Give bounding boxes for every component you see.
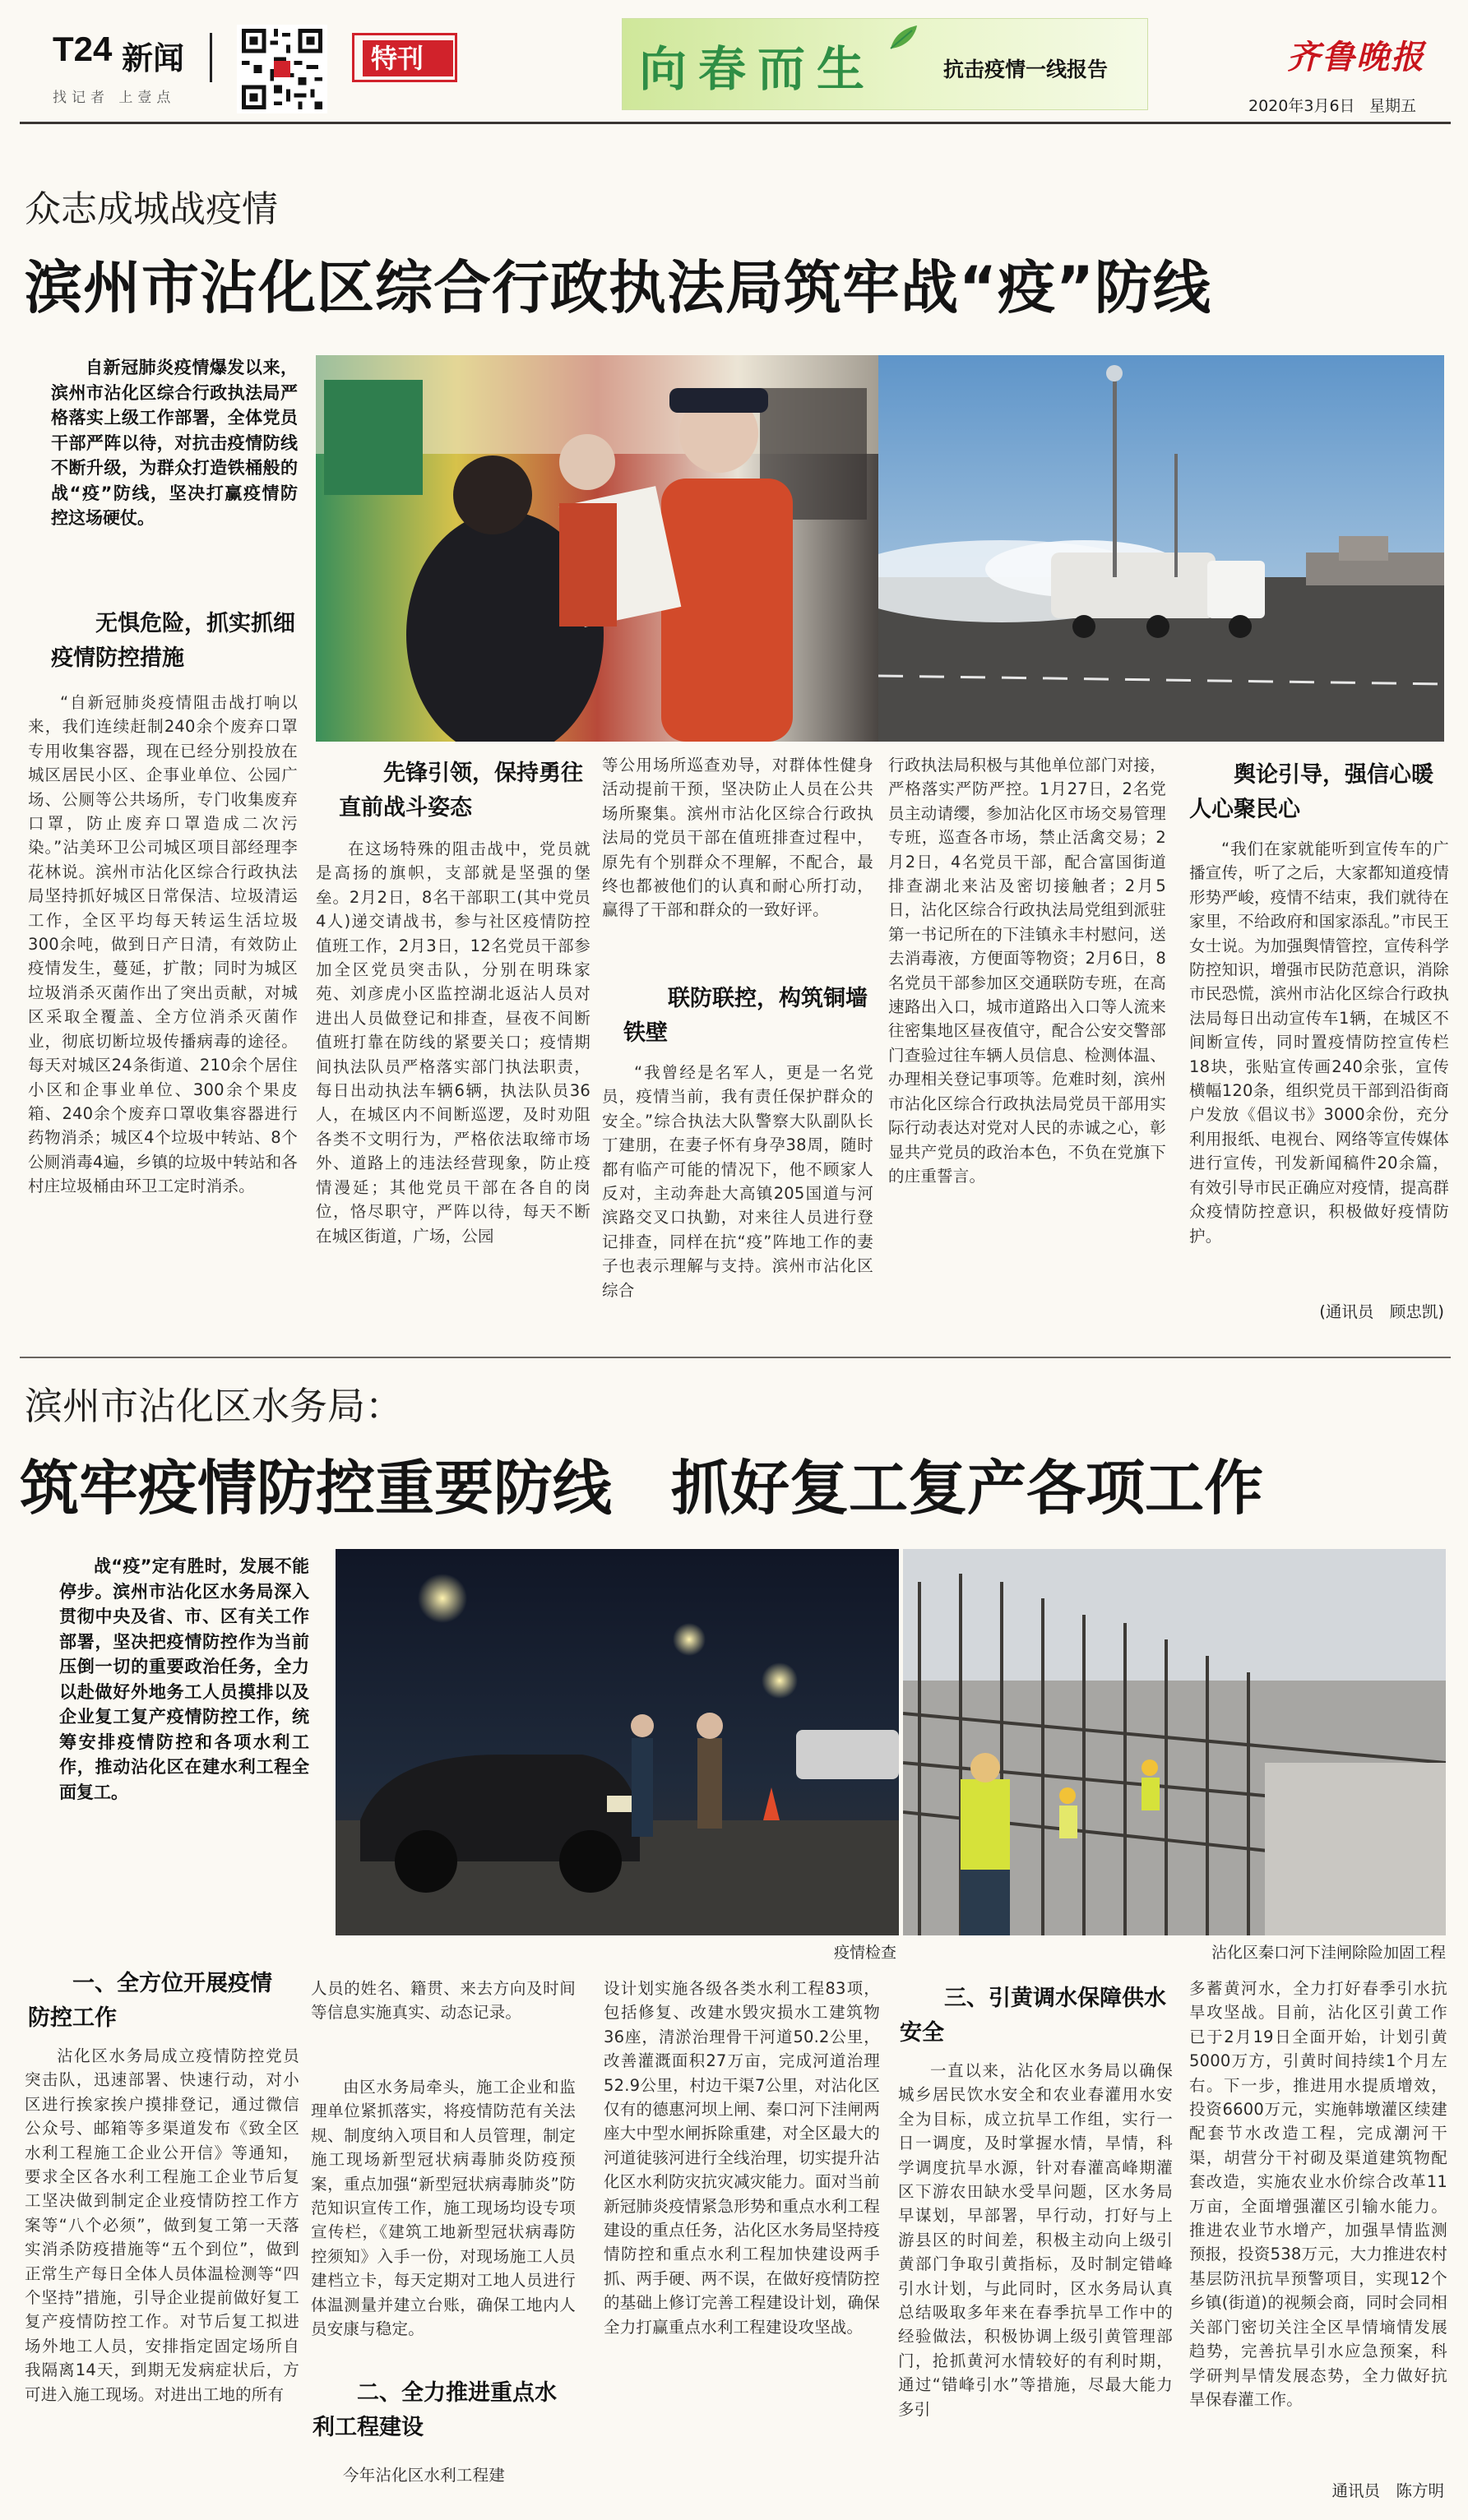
article1-lead: 自新冠肺炎疫情爆发以来，滨州市沾化区综合行政执法局严格落实上级工作部署，全体党员干部严阵以待，对抗击疫情防线不断升级，为群众打造铁桶般的战“疫”防线，坚决打赢疫情防控这场硬仗。 (51, 358, 298, 528)
article2-kicker: 滨州市沾化区水务局： (25, 1384, 403, 1428)
article2-headline: 筑牢疫情防控重要防线 抓好复工复产各项工作 (20, 1454, 1264, 1523)
article1-subhead-3: 联防联控，构筑铜墙铁壁 (623, 986, 868, 1046)
paper-logo: 齐鲁晚报 (1287, 38, 1425, 76)
article1-col2: 在这场特殊的阻击战中，党员就是高扬的旗帜，支部就是坚强的堡垒。2月2日，8名干部职工(其中党员4人)递交请战书，参与社区疫情防控值班工作，2月3日，12名党员干部参加全区党员突击队，分别在明珠家苑、刘彦虎小区监控湖北返沾人员对进出人员做登记和排查，昼夜不间断值班打靠在防线的紧要关口；疫情期间执法队员严格落实部门执法职责，每日出动执法车辆6辆，执法队员36人，在城区内不间断巡逻，及时劝阻各类不文明行为，严格依法取缔市场外、道路上的违法经营现象，防止疫情漫延；其他党员干部在各自的岗位，恪尽职守，严阵以待，每天不断在城区街道，广场，公园 (316, 839, 590, 1246)
article1-photo-inspection (316, 355, 878, 742)
section-code: T24 (53, 30, 113, 68)
article2-caption-2: 沾化区秦口河下洼闸除险加固工程 (1211, 1944, 1446, 1962)
banner (622, 18, 1148, 110)
article2-col1: 沾化区水务局成立疫情防控党员突击队，迅速部署、快速行动，对小区进行挨家挨户摸排登记，通过微信公众号、邮箱等多渠道发布《致全区水利工程施工企业公开信》等通知，要求全区各水利工程施工企业节后复工坚决做到制定企业疫情防控工作方案等“八个必须”，做到复工第一天落实消杀防疫措施等“五个到位”，做到正常生产每日全体人员体温检测等“四个坚持”措施，引导企业提前做好复工复产疫情防控工作。对节后复工拟进场外地工人员，安排指定固定场所自我隔离14天，到期无发病症状后，方可进入施工现场。对进出工地的所有 (25, 2046, 299, 2404)
section-divider (210, 33, 212, 82)
article2-byline: 通讯员 陈方明 (1331, 2481, 1444, 2500)
article2-subhead-2: 二、全力推进重点水利工程建设 (313, 2380, 557, 2440)
article1-col1: “自新冠肺炎疫情阻击战打响以来，我们连续赶制240余个废弃口罩专用收集容器，现在已经分别投放在城区居民小区、企事业单位、公园广场、公厕等公共场所，专门收集废弃口罩，防止废弃口罩造成二次污染。”沾美环卫公司城区项目部经理李花林说。滨州市沾化区综合行政执法局坚持抓好城区日常保洁、垃圾清运工作，全区平均每天转运生活垃圾300余吨，做到日产日清，有效防止疫情发生，蔓延，扩散；同时为城区垃圾消杀灭菌作出了突出贡献，对城区采取全覆盖、全方位消杀灭菌作业，彻底切断垃圾传播病毒的途径。每天对城区24条街道、210余个居住小区和企事业单位、300余个果皮箱、240余个废弃口罩收集容器进行药物消杀；城区4个垃圾中转站、8个公厕消毒4遍，乡镇的垃圾中转站和各村庄垃圾桶由环卫工定时消杀。 (28, 693, 298, 1196)
banner-subtitle: 抗击疫情一线报告 (943, 58, 1109, 81)
article2-col2-bottom: 今年沾化区水利工程建 (343, 2466, 506, 2485)
article1-subhead-4: 舆论引导，强信心暖人心聚民心 (1189, 762, 1433, 822)
issue-date: 2020年3月6日 (1248, 97, 1355, 115)
article2-col3: 设计划实施各级各类水利工程83项，包括修复、改建水毁灾损水工建筑物36座，清淤治理骨干河道50.2公里，改善灌溉面积27万亩，完成河道治理52.9公里，村边干渠7公里，对沾化区仅有的德惠河坝上闸、秦口河下洼闸两座大中型水闸拆除重建，对全区最大的河道徒骇河进行全线治理，切实提升沾化区水利防灾抗灾减灾能力。面对当前新冠肺炎疫情紧急形势和重点水利工程建设的重点任务，沾化区水务局坚持疫情防控和重点水利工程加快建设两手抓、两手硬、两不误，在做好疫情防控的基础上修订完善工程建设计划，确保全力打赢重点水利工程建设攻坚战。 (604, 1979, 880, 2337)
article1-subhead-2: 先锋引领，保持勇往直前战斗姿态 (339, 761, 583, 821)
qr-code (237, 25, 327, 113)
article2-col2-top: 人员的姓名、籍贯、来去方向及时间等信息实施真实、动态记录。 (311, 1979, 576, 2023)
masthead-rule (20, 122, 1451, 124)
issue-weekday: 星期五 (1369, 97, 1417, 115)
article2-subhead-1: 一、全方位开展疫情防控工作 (28, 1971, 272, 2031)
article2-photo-construction (903, 1549, 1446, 1935)
section-divider-rule (20, 1357, 1451, 1358)
article1-kicker: 众志成城战疫情 (25, 188, 278, 230)
masthead (0, 0, 1468, 125)
special-tag-label: 特刊 (371, 43, 424, 74)
special-tag (352, 33, 457, 82)
article1-col5: “我们在家就能听到宣传车的广播宣传，听了之后，大家都知道疫情形势严峻，疫情不结束，我们就待在家里，不给政府和国家添乱。”市民王女士说。为加强舆情管控，宣传科学防控知识，增强市民防范意识，消除市民恐慌，滨州市沾化区综合行政执法局每日出动宣传车1辆，在城区不间断宣传，同时置疫情防控宣传栏18块，张贴宣传画240余张，宣传横幅120条，组织党员干部到沿街商户发放《倡议书》3000余份，充分利用报纸、电视台、网络等宣传媒体进行宣传，刊发新闻稿件20余篇，有效引导市民正确应对疫情，提高群众疫情防控意识，积极做好疫情防护。 (1189, 839, 1449, 1246)
article2-col2-middle: 由区水务局牵头，施工企业和监理单位紧抓落实，将疫情防范有关法规、制度纳入项目和人员管理，制定施工现场新型冠状病毒肺炎防疫预案，重点加强“新型冠状病毒肺炎”防范知识宣传工作，施工现场均设专项宣传栏，《建筑工地新型冠状病毒防控须知》入手一份，对现场施工人员建档立卡，每天定期对工地人员进行体温测量并建立台账，确保工地内人员安康与稳定。 (311, 2078, 576, 2339)
article1-col4: 行政执法局积极与其他单位部门对接，严格落实严防严控。1月27日，2名党员主动请缨，参加沾化区市场交易管理专班，巡查各市场，禁止活禽交易；2月2日，4名党员干部，配合富国街道排查湖北来沾及密切接触者；2月5日，沾化区综合行政执法局党组到派驻第一书记所在的下洼镇永丰村慰问，送去消毒液，方便面等物资；2月6日，8名党员干部参加区交通联防专班，在高速路出入口，城市道路出入口等人流来往密集地区昼夜值守，配合公安交警部门查验过往车辆人员信息、检测体温、办理相关登记事项等。危难时刻，滨州市沾化区综合行政执法局党员干部用实际行动表达对党对人民的赤诚之心，彰显共产党员的政治本色，不负在党旗下的庄重誓言。 (888, 756, 1166, 1186)
article1-photo-disinfection-truck (878, 355, 1444, 742)
banner-title: 向春而生 (639, 41, 877, 97)
article1-byline: (通讯员 顾忠凯) (1319, 1302, 1444, 1321)
article2-col4: 一直以来，沾化区水务局以确保城乡居民饮水安全和农业春灌用水安全为目标，成立抗旱工作组，实行一日一调度，及时掌握水情，旱情，科学调度抗旱水源，针对春灌高峰期灌区下游农田缺水受旱问题，区水务局早谋划，早部署，早行动，打好与上游县区的时间差，积极主动向上级引黄部门争取引黄指标，及时制定错峰引水计划，与此同时，区水务局认真总结吸取多年来在春季抗旱工作中的经验做法，积极协调上级引黄管理部门，抢抓黄河水情较好的有利时期，通过“错峰引水”等措施，尽最大能力多引 (898, 2061, 1173, 2419)
article2-lead: 战“疫”定有胜时，发展不能停步。滨州市沾化区水务局深入贯彻中央及省、市、区有关工作部署，坚决把疫情防控作为当前压倒一切的重要政治任务，全力以赴做好外地务工人员摸排以及企业复工复产疫情防控工作，统筹安排疫情防控和各项水利工作，推动沾化区在建水利工程全面复工。 (59, 1556, 309, 1802)
section-name: 新闻 (122, 40, 185, 76)
tagline: 找记者 上壹点 (53, 90, 176, 106)
article1-col3-top: 等公用场所巡查劝导，对群体性健身活动提前干预，坚决防止人员在公共场所聚集。滨州市沾化区综合行政执法局的党员干部在值班排查过程中，原先有个别群众不理解，不配合，最终也都被他们的认真和耐心所打动，赢得了干部和群众的一致好评。 (602, 756, 873, 920)
article2-photo-checkpoint (336, 1549, 899, 1935)
article2-subhead-3: 三、引黄调水保障供水安全 (900, 1986, 1166, 2046)
article1-col3-bottom: “我曾经是名军人，更是一名党员，疫情当前，我有责任保护群众的安全。”综合执法大队警察大队副队长丁建朋，在妻子怀有身孕38周，随时都有临产可能的情况下，他不顾家人反对，主动奔赴大高镇205国道与河滨路交叉口执勤，对来往人员进行登记排查，同样在抗“疫”阵地工作的妻子也表示理解与支持。滨州市沾化区综合 (602, 1063, 873, 1300)
article1-headline: 滨州市沾化区综合行政执法局筑牢战“疫”防线 (25, 254, 1212, 321)
banner-leaf-icon (887, 24, 920, 55)
article1-subhead-1: 无惧危险，抓实抓细疫情防控措施 (51, 611, 295, 671)
article2-caption-1: 疫情检查 (833, 1944, 896, 1962)
article2-col5: 多蓄黄河水，全力打好春季引水抗旱攻坚战。目前，沾化区引黄工作已于2月19日全面开始，计划引黄5000万方，引黄时间持续1个月左右。下一步，推进用水提质增效，投资6600万元，实施韩墩灌区续建配套节水改造工程，完成潮河干渠，胡营分干衬砌及渠道建筑物配套改造，实施农业水价综合改革11万亩，全面增强灌区引输水能力。推进农业节水增产，加强旱情监测预报，投资538万元，大力推进农村基层防汛抗旱预警项目，实现12个乡镇(街道)的视频会商，同时会同相关部门密切关注全区旱情墒情发展趋势，完善抗旱引水应急预案，科学研判旱情发展态势，全力做好抗旱保春灌工作。 (1189, 1979, 1447, 2409)
